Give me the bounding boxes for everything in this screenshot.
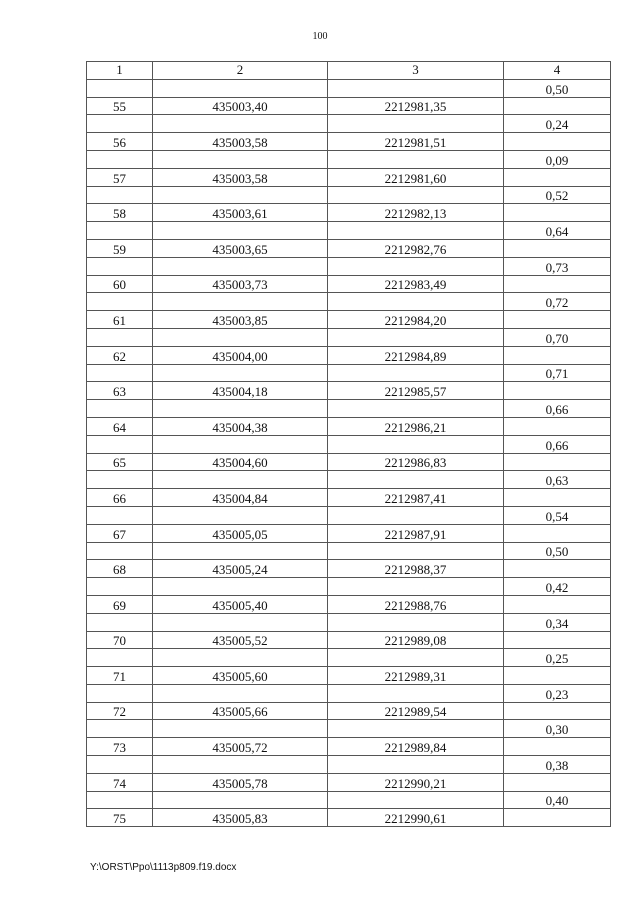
empty-cell <box>153 222 328 240</box>
point-number-cell: 67 <box>87 524 153 542</box>
x-coordinate-cell: 435005,60 <box>153 667 328 685</box>
empty-cell <box>328 649 504 667</box>
empty-cell <box>504 275 611 293</box>
distance-cell: 0,24 <box>504 115 611 133</box>
distance-row <box>87 115 611 133</box>
distance-cell: 0,42 <box>504 578 611 596</box>
distance-cell: 0,66 <box>504 400 611 418</box>
empty-cell <box>153 400 328 418</box>
point-number-cell: 57 <box>87 168 153 186</box>
x-coordinate-cell: 435003,58 <box>153 133 328 151</box>
x-coordinate-cell: 435005,05 <box>153 524 328 542</box>
empty-cell <box>87 364 153 382</box>
x-coordinate-cell: 435004,00 <box>153 346 328 364</box>
table-row <box>87 382 611 400</box>
point-number-cell: 62 <box>87 346 153 364</box>
empty-cell <box>87 328 153 346</box>
empty-cell <box>87 471 153 489</box>
empty-cell <box>328 257 504 275</box>
y-coordinate-cell: 2212989,31 <box>328 667 504 685</box>
distance-row <box>87 756 611 774</box>
x-coordinate-cell: 435005,40 <box>153 595 328 613</box>
x-coordinate-cell: 435004,60 <box>153 453 328 471</box>
x-coordinate-cell: 435003,85 <box>153 311 328 329</box>
empty-cell <box>504 239 611 257</box>
x-coordinate-cell: 435005,78 <box>153 773 328 791</box>
empty-cell <box>504 204 611 222</box>
distance-row <box>87 720 611 738</box>
y-coordinate-cell: 2212986,21 <box>328 417 504 435</box>
empty-cell <box>153 756 328 774</box>
empty-cell <box>328 471 504 489</box>
empty-cell <box>504 631 611 649</box>
table-row <box>87 667 611 685</box>
table-row <box>87 809 611 827</box>
empty-cell <box>328 328 504 346</box>
empty-cell <box>504 133 611 151</box>
y-coordinate-cell: 2212990,21 <box>328 773 504 791</box>
empty-cell <box>328 435 504 453</box>
empty-cell <box>87 613 153 631</box>
point-number-cell: 55 <box>87 97 153 115</box>
empty-cell <box>87 222 153 240</box>
y-coordinate-cell: 2212986,83 <box>328 453 504 471</box>
empty-cell <box>153 435 328 453</box>
y-coordinate-cell: 2212987,41 <box>328 489 504 507</box>
empty-cell <box>153 364 328 382</box>
y-coordinate-cell: 2212987,91 <box>328 524 504 542</box>
empty-cell <box>153 79 328 97</box>
distance-cell: 0,30 <box>504 720 611 738</box>
empty-cell <box>87 506 153 524</box>
distance-row <box>87 257 611 275</box>
empty-cell <box>153 150 328 168</box>
point-number-cell: 56 <box>87 133 153 151</box>
y-coordinate-cell: 2212982,13 <box>328 204 504 222</box>
x-coordinate-cell: 435003,73 <box>153 275 328 293</box>
table-row <box>87 702 611 720</box>
empty-cell <box>87 684 153 702</box>
empty-cell <box>504 809 611 827</box>
column-header: 3 <box>328 62 504 80</box>
point-number-cell: 72 <box>87 702 153 720</box>
empty-cell <box>153 471 328 489</box>
empty-cell <box>87 649 153 667</box>
x-coordinate-cell: 435004,38 <box>153 417 328 435</box>
empty-cell <box>153 293 328 311</box>
x-coordinate-cell: 435005,52 <box>153 631 328 649</box>
y-coordinate-cell: 2212981,51 <box>328 133 504 151</box>
y-coordinate-cell: 2212984,20 <box>328 311 504 329</box>
point-number-cell: 70 <box>87 631 153 649</box>
table-row <box>87 773 611 791</box>
point-number-cell: 61 <box>87 311 153 329</box>
x-coordinate-cell: 435005,72 <box>153 738 328 756</box>
distance-row <box>87 506 611 524</box>
distance-cell: 0,50 <box>504 79 611 97</box>
point-number-cell: 75 <box>87 809 153 827</box>
empty-cell <box>153 115 328 133</box>
empty-cell <box>328 79 504 97</box>
empty-cell <box>504 667 611 685</box>
empty-cell <box>328 293 504 311</box>
empty-cell <box>504 595 611 613</box>
table-row <box>87 275 611 293</box>
empty-cell <box>504 524 611 542</box>
table-row <box>87 417 611 435</box>
empty-cell <box>328 400 504 418</box>
table-row <box>87 595 611 613</box>
empty-cell <box>153 542 328 560</box>
table-row <box>87 97 611 115</box>
empty-cell <box>328 150 504 168</box>
y-coordinate-cell: 2212984,89 <box>328 346 504 364</box>
distance-row <box>87 471 611 489</box>
table-row <box>87 133 611 151</box>
table-row <box>87 524 611 542</box>
empty-cell <box>87 720 153 738</box>
empty-cell <box>87 257 153 275</box>
empty-cell <box>87 435 153 453</box>
empty-cell <box>87 150 153 168</box>
empty-cell <box>153 684 328 702</box>
y-coordinate-cell: 2212981,35 <box>328 97 504 115</box>
y-coordinate-cell: 2212989,08 <box>328 631 504 649</box>
distance-cell: 0,54 <box>504 506 611 524</box>
empty-cell <box>87 400 153 418</box>
empty-cell <box>87 756 153 774</box>
empty-cell <box>153 613 328 631</box>
empty-cell <box>504 702 611 720</box>
empty-cell <box>328 186 504 204</box>
distance-cell: 0,70 <box>504 328 611 346</box>
table-row <box>87 239 611 257</box>
empty-cell <box>504 346 611 364</box>
distance-row <box>87 364 611 382</box>
empty-cell <box>153 720 328 738</box>
y-coordinate-cell: 2212985,57 <box>328 382 504 400</box>
distance-row <box>87 435 611 453</box>
y-coordinate-cell: 2212988,76 <box>328 595 504 613</box>
empty-cell <box>504 738 611 756</box>
distance-cell: 0,34 <box>504 613 611 631</box>
empty-cell <box>87 542 153 560</box>
empty-cell <box>328 613 504 631</box>
x-coordinate-cell: 435003,58 <box>153 168 328 186</box>
empty-cell <box>87 578 153 596</box>
empty-cell <box>153 649 328 667</box>
empty-cell <box>328 756 504 774</box>
distance-cell: 0,71 <box>504 364 611 382</box>
x-coordinate-cell: 435003,61 <box>153 204 328 222</box>
empty-cell <box>328 115 504 133</box>
empty-cell <box>328 506 504 524</box>
empty-cell <box>504 453 611 471</box>
file-path-footer: Y:\ORST\Ppo\1113p809.f19.docx <box>90 862 237 873</box>
table-row <box>87 204 611 222</box>
empty-cell <box>504 489 611 507</box>
distance-cell: 0,72 <box>504 293 611 311</box>
empty-cell <box>504 560 611 578</box>
distance-row <box>87 578 611 596</box>
distance-row <box>87 542 611 560</box>
x-coordinate-cell: 435004,18 <box>153 382 328 400</box>
distance-row <box>87 649 611 667</box>
empty-cell <box>328 364 504 382</box>
table-header-row <box>87 62 611 80</box>
point-number-cell: 66 <box>87 489 153 507</box>
distance-row <box>87 791 611 809</box>
point-number-cell: 64 <box>87 417 153 435</box>
distance-row <box>87 150 611 168</box>
distance-cell: 0,64 <box>504 222 611 240</box>
table-row <box>87 311 611 329</box>
point-number-cell: 65 <box>87 453 153 471</box>
y-coordinate-cell: 2212989,84 <box>328 738 504 756</box>
coordinates-table <box>86 61 611 827</box>
distance-row <box>87 79 611 97</box>
point-number-cell: 74 <box>87 773 153 791</box>
distance-cell: 0,09 <box>504 150 611 168</box>
x-coordinate-cell: 435003,65 <box>153 239 328 257</box>
empty-cell <box>87 791 153 809</box>
empty-cell <box>87 293 153 311</box>
column-header: 1 <box>87 62 153 80</box>
empty-cell <box>87 115 153 133</box>
column-header: 4 <box>504 62 611 80</box>
empty-cell <box>504 168 611 186</box>
page-number: 100 <box>312 31 328 42</box>
distance-row <box>87 613 611 631</box>
empty-cell <box>328 791 504 809</box>
point-number-cell: 68 <box>87 560 153 578</box>
table-row <box>87 560 611 578</box>
point-number-cell: 73 <box>87 738 153 756</box>
point-number-cell: 58 <box>87 204 153 222</box>
empty-cell <box>504 311 611 329</box>
point-number-cell: 60 <box>87 275 153 293</box>
point-number-cell: 63 <box>87 382 153 400</box>
empty-cell <box>153 186 328 204</box>
distance-row <box>87 684 611 702</box>
distance-cell: 0,73 <box>504 257 611 275</box>
table-row <box>87 453 611 471</box>
distance-cell: 0,63 <box>504 471 611 489</box>
empty-cell <box>328 222 504 240</box>
empty-cell <box>504 97 611 115</box>
empty-cell <box>153 257 328 275</box>
empty-cell <box>504 382 611 400</box>
x-coordinate-cell: 435003,40 <box>153 97 328 115</box>
empty-cell <box>504 417 611 435</box>
distance-row <box>87 328 611 346</box>
column-header: 2 <box>153 62 328 80</box>
empty-cell <box>153 791 328 809</box>
empty-cell <box>153 578 328 596</box>
point-number-cell: 69 <box>87 595 153 613</box>
empty-cell <box>87 79 153 97</box>
y-coordinate-cell: 2212983,49 <box>328 275 504 293</box>
empty-cell <box>87 186 153 204</box>
distance-cell: 0,52 <box>504 186 611 204</box>
empty-cell <box>153 328 328 346</box>
x-coordinate-cell: 435004,84 <box>153 489 328 507</box>
table-row <box>87 738 611 756</box>
empty-cell <box>328 720 504 738</box>
distance-row <box>87 186 611 204</box>
table-row <box>87 346 611 364</box>
empty-cell <box>328 684 504 702</box>
empty-cell <box>504 773 611 791</box>
x-coordinate-cell: 435005,83 <box>153 809 328 827</box>
table-body <box>87 79 611 826</box>
distance-row <box>87 222 611 240</box>
table-row <box>87 631 611 649</box>
distance-row <box>87 293 611 311</box>
empty-cell <box>328 578 504 596</box>
distance-cell: 0,25 <box>504 649 611 667</box>
y-coordinate-cell: 2212990,61 <box>328 809 504 827</box>
point-number-cell: 71 <box>87 667 153 685</box>
x-coordinate-cell: 435005,24 <box>153 560 328 578</box>
x-coordinate-cell: 435005,66 <box>153 702 328 720</box>
distance-cell: 0,66 <box>504 435 611 453</box>
point-number-cell: 59 <box>87 239 153 257</box>
y-coordinate-cell: 2212989,54 <box>328 702 504 720</box>
y-coordinate-cell: 2212982,76 <box>328 239 504 257</box>
distance-cell: 0,50 <box>504 542 611 560</box>
table-row <box>87 489 611 507</box>
table-row <box>87 168 611 186</box>
distance-row <box>87 400 611 418</box>
distance-cell: 0,38 <box>504 756 611 774</box>
empty-cell <box>328 542 504 560</box>
y-coordinate-cell: 2212981,60 <box>328 168 504 186</box>
distance-cell: 0,23 <box>504 684 611 702</box>
y-coordinate-cell: 2212988,37 <box>328 560 504 578</box>
empty-cell <box>153 506 328 524</box>
distance-cell: 0,40 <box>504 791 611 809</box>
